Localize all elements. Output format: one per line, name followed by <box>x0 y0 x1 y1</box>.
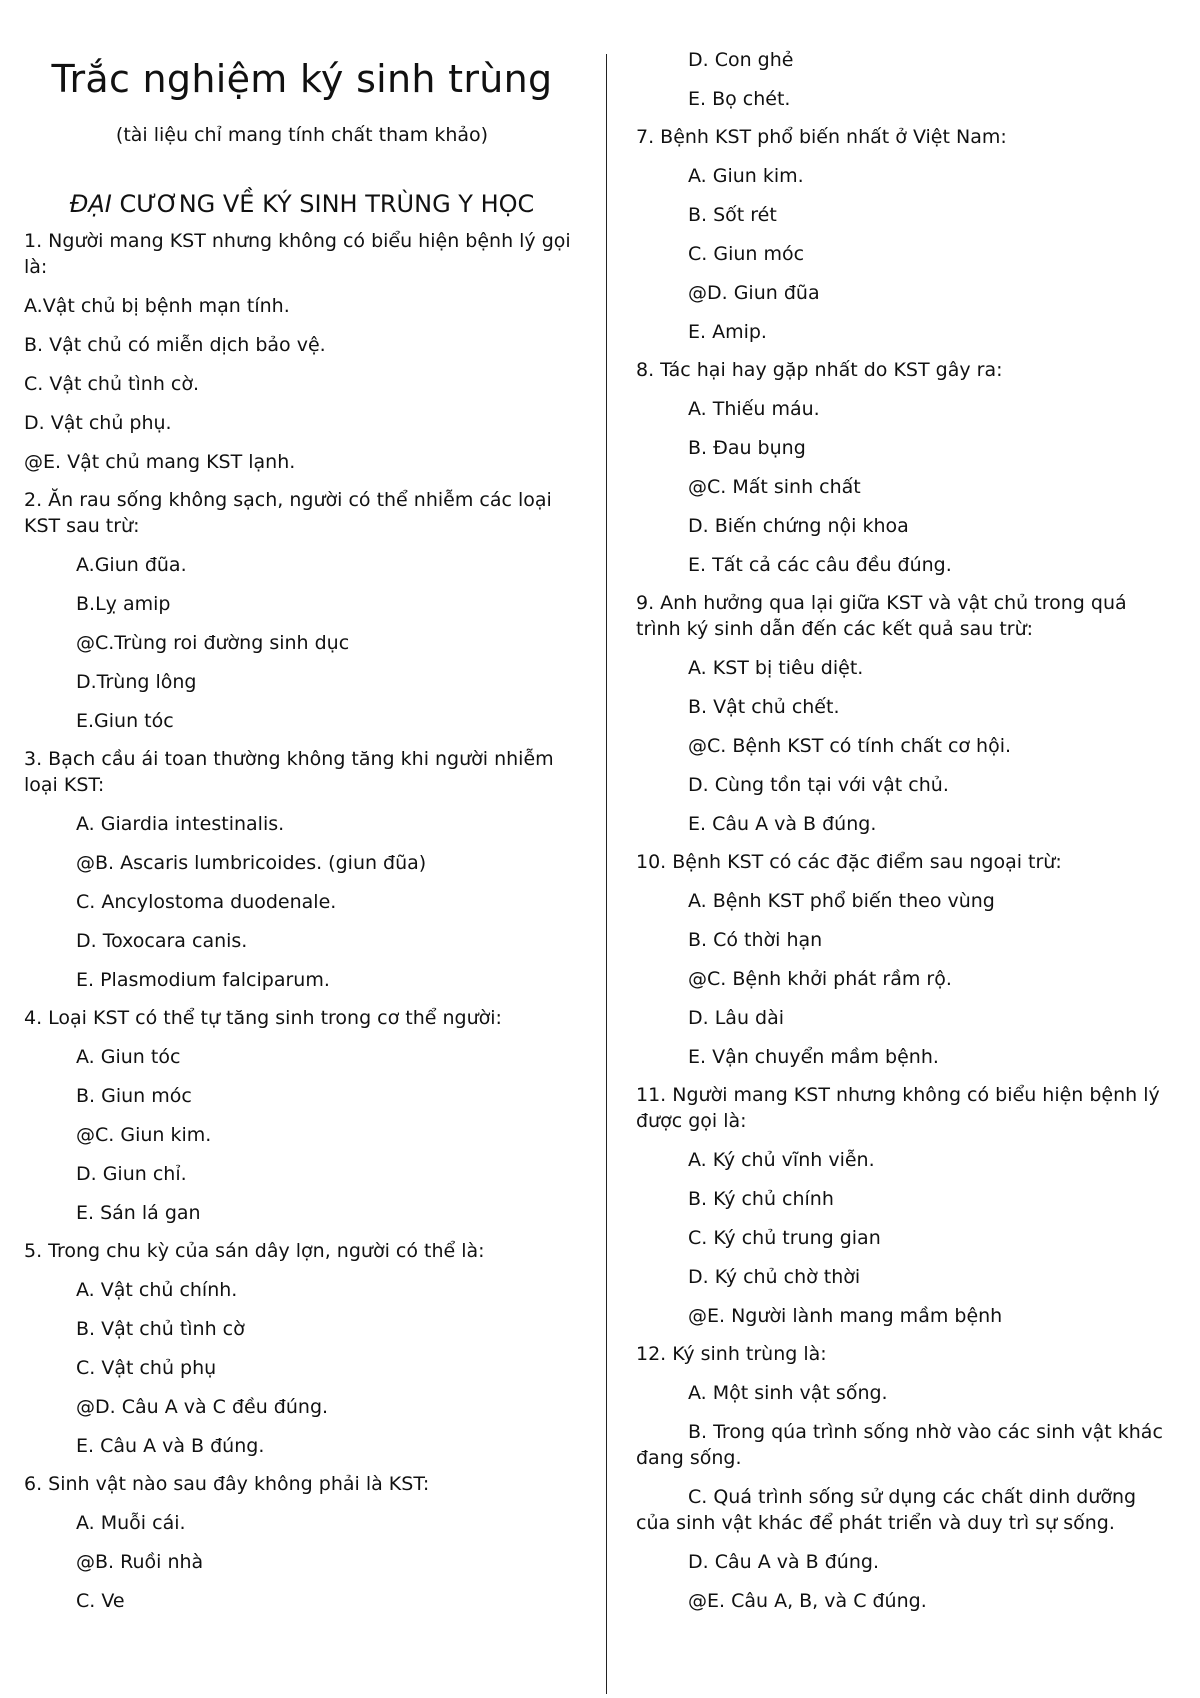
q10-option-d: D. Lâu dài <box>688 1007 785 1029</box>
q4-option-d: D. Giun chỉ. <box>76 1163 187 1185</box>
question-9: 9. Anh hưởng qua lại giữa KST và vật chủ trong quá trình ký sinh dẫn đến các kết quả sau trừ: <box>636 592 1127 640</box>
question-12: 12. Ký sinh trùng là: <box>636 1343 827 1365</box>
q1-option-c: C. Vật chủ tình cờ. <box>24 373 200 395</box>
q9-option-e: E. Câu A và B đúng. <box>688 813 877 835</box>
q6-option-b: @B. Ruồi nhà <box>76 1551 204 1573</box>
section-heading <box>24 186 580 222</box>
q9-option-c: @C. Bệnh KST có tính chất cơ hội. <box>688 735 1012 757</box>
document-title: Trắc nghiệm ký sinh trùng <box>51 57 553 101</box>
q12-option-e: @E. Câu A, B, và C đúng. <box>688 1590 927 1612</box>
q8-option-b: B. Đau bụng <box>688 437 806 459</box>
q5-option-d: @D. Câu A và C đều đúng. <box>76 1396 329 1418</box>
q4-option-a: A. Giun tóc <box>76 1046 181 1068</box>
q11-option-c: C. Ký chủ trung gian <box>688 1227 881 1249</box>
q4-option-b: B. Giun móc <box>76 1085 192 1107</box>
question-11: 11. Người mang KST nhưng không có biểu hiện bệnh lý được gọi là: <box>636 1084 1160 1132</box>
q8-option-c: @C. Mất sinh chất <box>688 476 861 498</box>
q2-option-c: @C.Trùng roi đường sinh dục <box>76 632 350 654</box>
q12-option-a: A. Một sinh vật sống. <box>688 1382 888 1404</box>
question-2: 2. Ăn rau sống không sạch, người có thể nhiễm các loại KST sau trừ: <box>24 489 552 537</box>
q7-option-b: B. Sốt rét <box>688 204 777 226</box>
q9-option-b: B. Vật chủ chết. <box>688 696 840 718</box>
question-1: 1. Người mang KST nhưng không có biểu hiện bệnh lý gọi là: <box>24 230 571 278</box>
q7-option-d: @D. Giun đũa <box>688 282 820 304</box>
q9-option-a: A. KST bị tiêu diệt. <box>688 657 864 679</box>
q4-option-e: E. Sán lá gan <box>76 1202 201 1224</box>
q5-option-e: E. Câu A và B đúng. <box>76 1435 265 1457</box>
q6-option-d: D. Con ghẻ <box>688 49 794 71</box>
q11-option-e: @E. Người lành mang mầm bệnh <box>688 1305 1003 1327</box>
q3-option-b: @B. Ascaris lumbricoides. (giun đũa) <box>76 852 427 874</box>
q12-option-b: B. Trong qúa trình sống nhờ vào các sinh vật khác đang sống. <box>636 1421 1163 1469</box>
q5-option-c: C. Vật chủ phụ <box>76 1357 217 1379</box>
question-7: 7. Bệnh KST phổ biến nhất ở Việt Nam: <box>636 126 1007 148</box>
q2-option-a: A.Giun đũa. <box>76 554 187 576</box>
question-3: 3. Bạch cầu ái toan thường không tăng khi người nhiễm loại KST: <box>24 748 554 796</box>
question-8: 8. Tác hại hay gặp nhất do KST gây ra: <box>636 359 1003 381</box>
question-6: 6. Sinh vật nào sau đây không phải là KST: <box>24 1473 430 1495</box>
q7-option-e: E. Amip. <box>688 321 767 343</box>
q8-option-e: E. Tất cả các câu đều đúng. <box>688 554 952 576</box>
q8-option-d: D. Biến chứng nội khoa <box>688 515 909 537</box>
question-5: 5. Trong chu kỳ của sán dây lợn, người có thể là: <box>24 1240 485 1262</box>
q7-option-c: C. Giun móc <box>688 243 805 265</box>
q4-option-c: @C. Giun kim. <box>76 1124 212 1146</box>
column-divider <box>606 54 607 1694</box>
q3-option-d: D. Toxocara canis. <box>76 930 248 952</box>
q3-option-c: C. Ancylostoma duodenale. <box>76 891 337 913</box>
q6-option-a: A. Muỗi cái. <box>76 1512 186 1534</box>
question-10: 10. Bệnh KST có các đặc điểm sau ngoại trừ: <box>636 851 1062 873</box>
q12-option-c: C. Quá trình sống sử dụng các chất dinh dưỡng của sinh vật khác để phát triển và duy trì sự sống. <box>636 1486 1137 1534</box>
q7-option-a: A. Giun kim. <box>688 165 804 187</box>
q11-option-b: B. Ký chủ chính <box>688 1188 834 1210</box>
q1-option-d: D. Vật chủ phụ. <box>24 412 172 434</box>
q9-option-d: D. Cùng tồn tại với vật chủ. <box>688 774 949 796</box>
q5-option-b: B. Vật chủ tình cờ <box>76 1318 245 1340</box>
q3-option-e: E. Plasmodium falciparum. <box>76 969 330 991</box>
q12-option-d: D. Câu A và B đúng. <box>688 1551 879 1573</box>
q10-option-e: E. Vận chuyển mầm bệnh. <box>688 1046 939 1068</box>
right-column <box>636 0 1176 1614</box>
q6-option-c: C. Ve <box>76 1590 125 1612</box>
q3-option-a: A. Giardia intestinalis. <box>76 813 285 835</box>
section-heading-italic: ĐẠI <box>69 190 112 218</box>
q11-option-a: A. Ký chủ vĩnh viễn. <box>688 1149 875 1171</box>
q8-option-a: A. Thiếu máu. <box>688 398 820 420</box>
q1-option-e: @E. Vật chủ mang KST lạnh. <box>24 451 296 473</box>
q5-option-a: A. Vật chủ chính. <box>76 1279 238 1301</box>
q6-option-e: E. Bọ chét. <box>688 88 791 110</box>
question-4: 4. Loại KST có thể tự tăng sinh trong cơ thể người: <box>24 1007 502 1029</box>
q10-option-a: A. Bệnh KST phổ biến theo vùng <box>688 890 995 912</box>
q1-option-a: A.Vật chủ bị bệnh mạn tính. <box>24 295 290 317</box>
left-column <box>24 0 580 1614</box>
q2-option-d: D.Trùng lông <box>76 671 197 693</box>
q11-option-d: D. Ký chủ chờ thời <box>688 1266 861 1288</box>
section-heading-rest: CƯƠNG VỀ KÝ SINH TRÙNG Y HỌC <box>111 190 535 218</box>
document-subtitle: (tài liệu chỉ mang tính chất tham khảo) <box>115 124 489 146</box>
q1-option-b: B. Vật chủ có miễn dịch bảo vệ. <box>24 334 326 356</box>
q2-option-e: E.Giun tóc <box>76 710 174 732</box>
q10-option-b: B. Có thời hạn <box>688 929 823 951</box>
q10-option-c: @C. Bệnh khởi phát rầm rộ. <box>688 968 952 990</box>
q2-option-b: B.Lỵ amip <box>76 593 171 615</box>
